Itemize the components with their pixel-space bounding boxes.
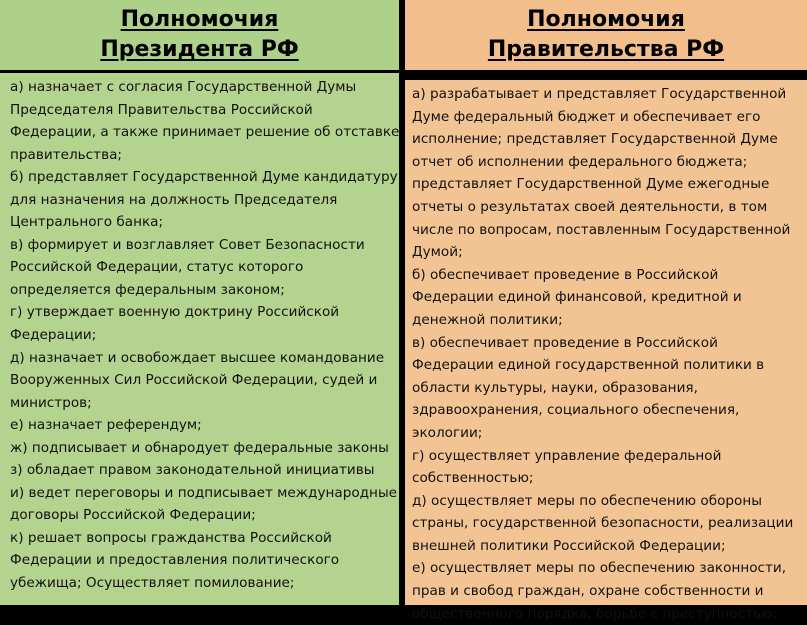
president-power-line: Вооруженных Сил Российской Федерации, судей и [10,372,378,389]
government-power-line: денежной политики; [412,311,563,328]
government-power-line: б) обеспечивает проведение в Российской [412,266,719,283]
president-column-header [0,0,399,70]
government-power-line: отчет об исполнении федерального бюджета; [412,153,748,170]
president-powers-list [0,73,399,605]
government-power-line: области культуры, науки, образования, [412,379,698,396]
president-power-line: для назначения на должность Председателя [10,191,338,208]
president-power-line: Центрального банка; [10,214,164,231]
government-power-line: собственностью; [412,470,534,487]
president-power-line: и) ведет переговоры и подписывает международные [10,484,398,501]
president-power-line: определяется федеральным законом; [10,281,285,298]
president-power-line: Федерации; [10,327,97,344]
government-power-line: в) обеспечивает проведение в Российской [412,334,718,351]
government-power-line: прав и свобод граждан, охране собственности и [412,583,764,600]
president-power-line: правительства; [10,146,122,163]
government-power-line: Думой; [412,244,463,261]
government-column [405,0,807,622]
president-power-line: к) решает вопросы гражданства Российской [10,529,332,546]
government-power-line: г) осуществляет управление федеральной [412,447,722,464]
president-power-line: г) утверждает военную доктрину Российской [10,304,340,321]
president-title-line1: Полномочия [120,7,279,32]
government-title-line1: Полномочия [527,7,685,32]
government-column-header [405,0,807,70]
president-power-line: д) назначает и освобождает высшее командование [10,349,385,366]
president-power-line: е) назначает референдум; [10,417,202,434]
president-power-line: Председателя Правительства Российской [10,101,313,118]
president-power-line: министров; [10,394,92,411]
government-power-line: экологии; [412,424,483,441]
president-power-line: Федерации, а также принимает решение об отставке [10,124,400,141]
government-power-line: Федерации единой финансовой, кредитной и [412,289,742,306]
president-power-line: ж) подписывает и обнародует федеральные законы [10,439,389,456]
president-power-line: договоры Российской Федерации; [10,507,256,524]
president-power-line: убежища; Осуществляет помилование; [10,575,295,592]
president-power-line: Федерации и предоставления политического [10,552,340,569]
government-power-line: исполнение; представляет Государственной Думе [412,131,778,148]
government-power-line: д) осуществляет меры по обеспечению обороны [412,492,762,509]
president-power-line: в) формирует и возглавляет Совет Безопасности [10,236,365,253]
government-powers-list [405,80,807,622]
government-power-line: представляет Государственной Думе ежегодные [412,176,770,193]
government-title-line2: Правительства РФ [487,37,725,62]
government-power-line: Федерации единой государственной политики в [412,357,765,374]
president-title-line2: Президента РФ [100,37,299,62]
government-power-line: отчеты о результатах своей деятельности, в том [412,198,768,215]
president-power-line: Российской Федерации, статус которого [10,259,304,276]
government-power-line: внешней политики Российской Федерации; [412,537,726,554]
government-power-line: здравоохранения, социального обеспечения, [412,402,740,419]
president-column [0,0,399,605]
government-power-line: числе по вопросам, поставленным Государственной [412,221,791,238]
government-power-line: Думе федеральный бюджет и обеспечивает его [412,108,761,125]
president-power-line: з) обладает правом законодательной инициативы [10,462,375,479]
president-power-line: б) представляет Государственной Думе кандидатуру [10,169,398,186]
government-power-line: е) осуществляет меры по обеспечению законности, [412,560,787,577]
government-power-line: а) разрабатывает и представляет Государственной [412,86,787,102]
president-power-line: а) назначает с согласия Государственной Думы [10,79,357,95]
government-power-line: страны, государственной безопасности, реализации [412,515,794,532]
government-power-line: общественного порядка, борьбе с преступностью; [412,605,778,622]
